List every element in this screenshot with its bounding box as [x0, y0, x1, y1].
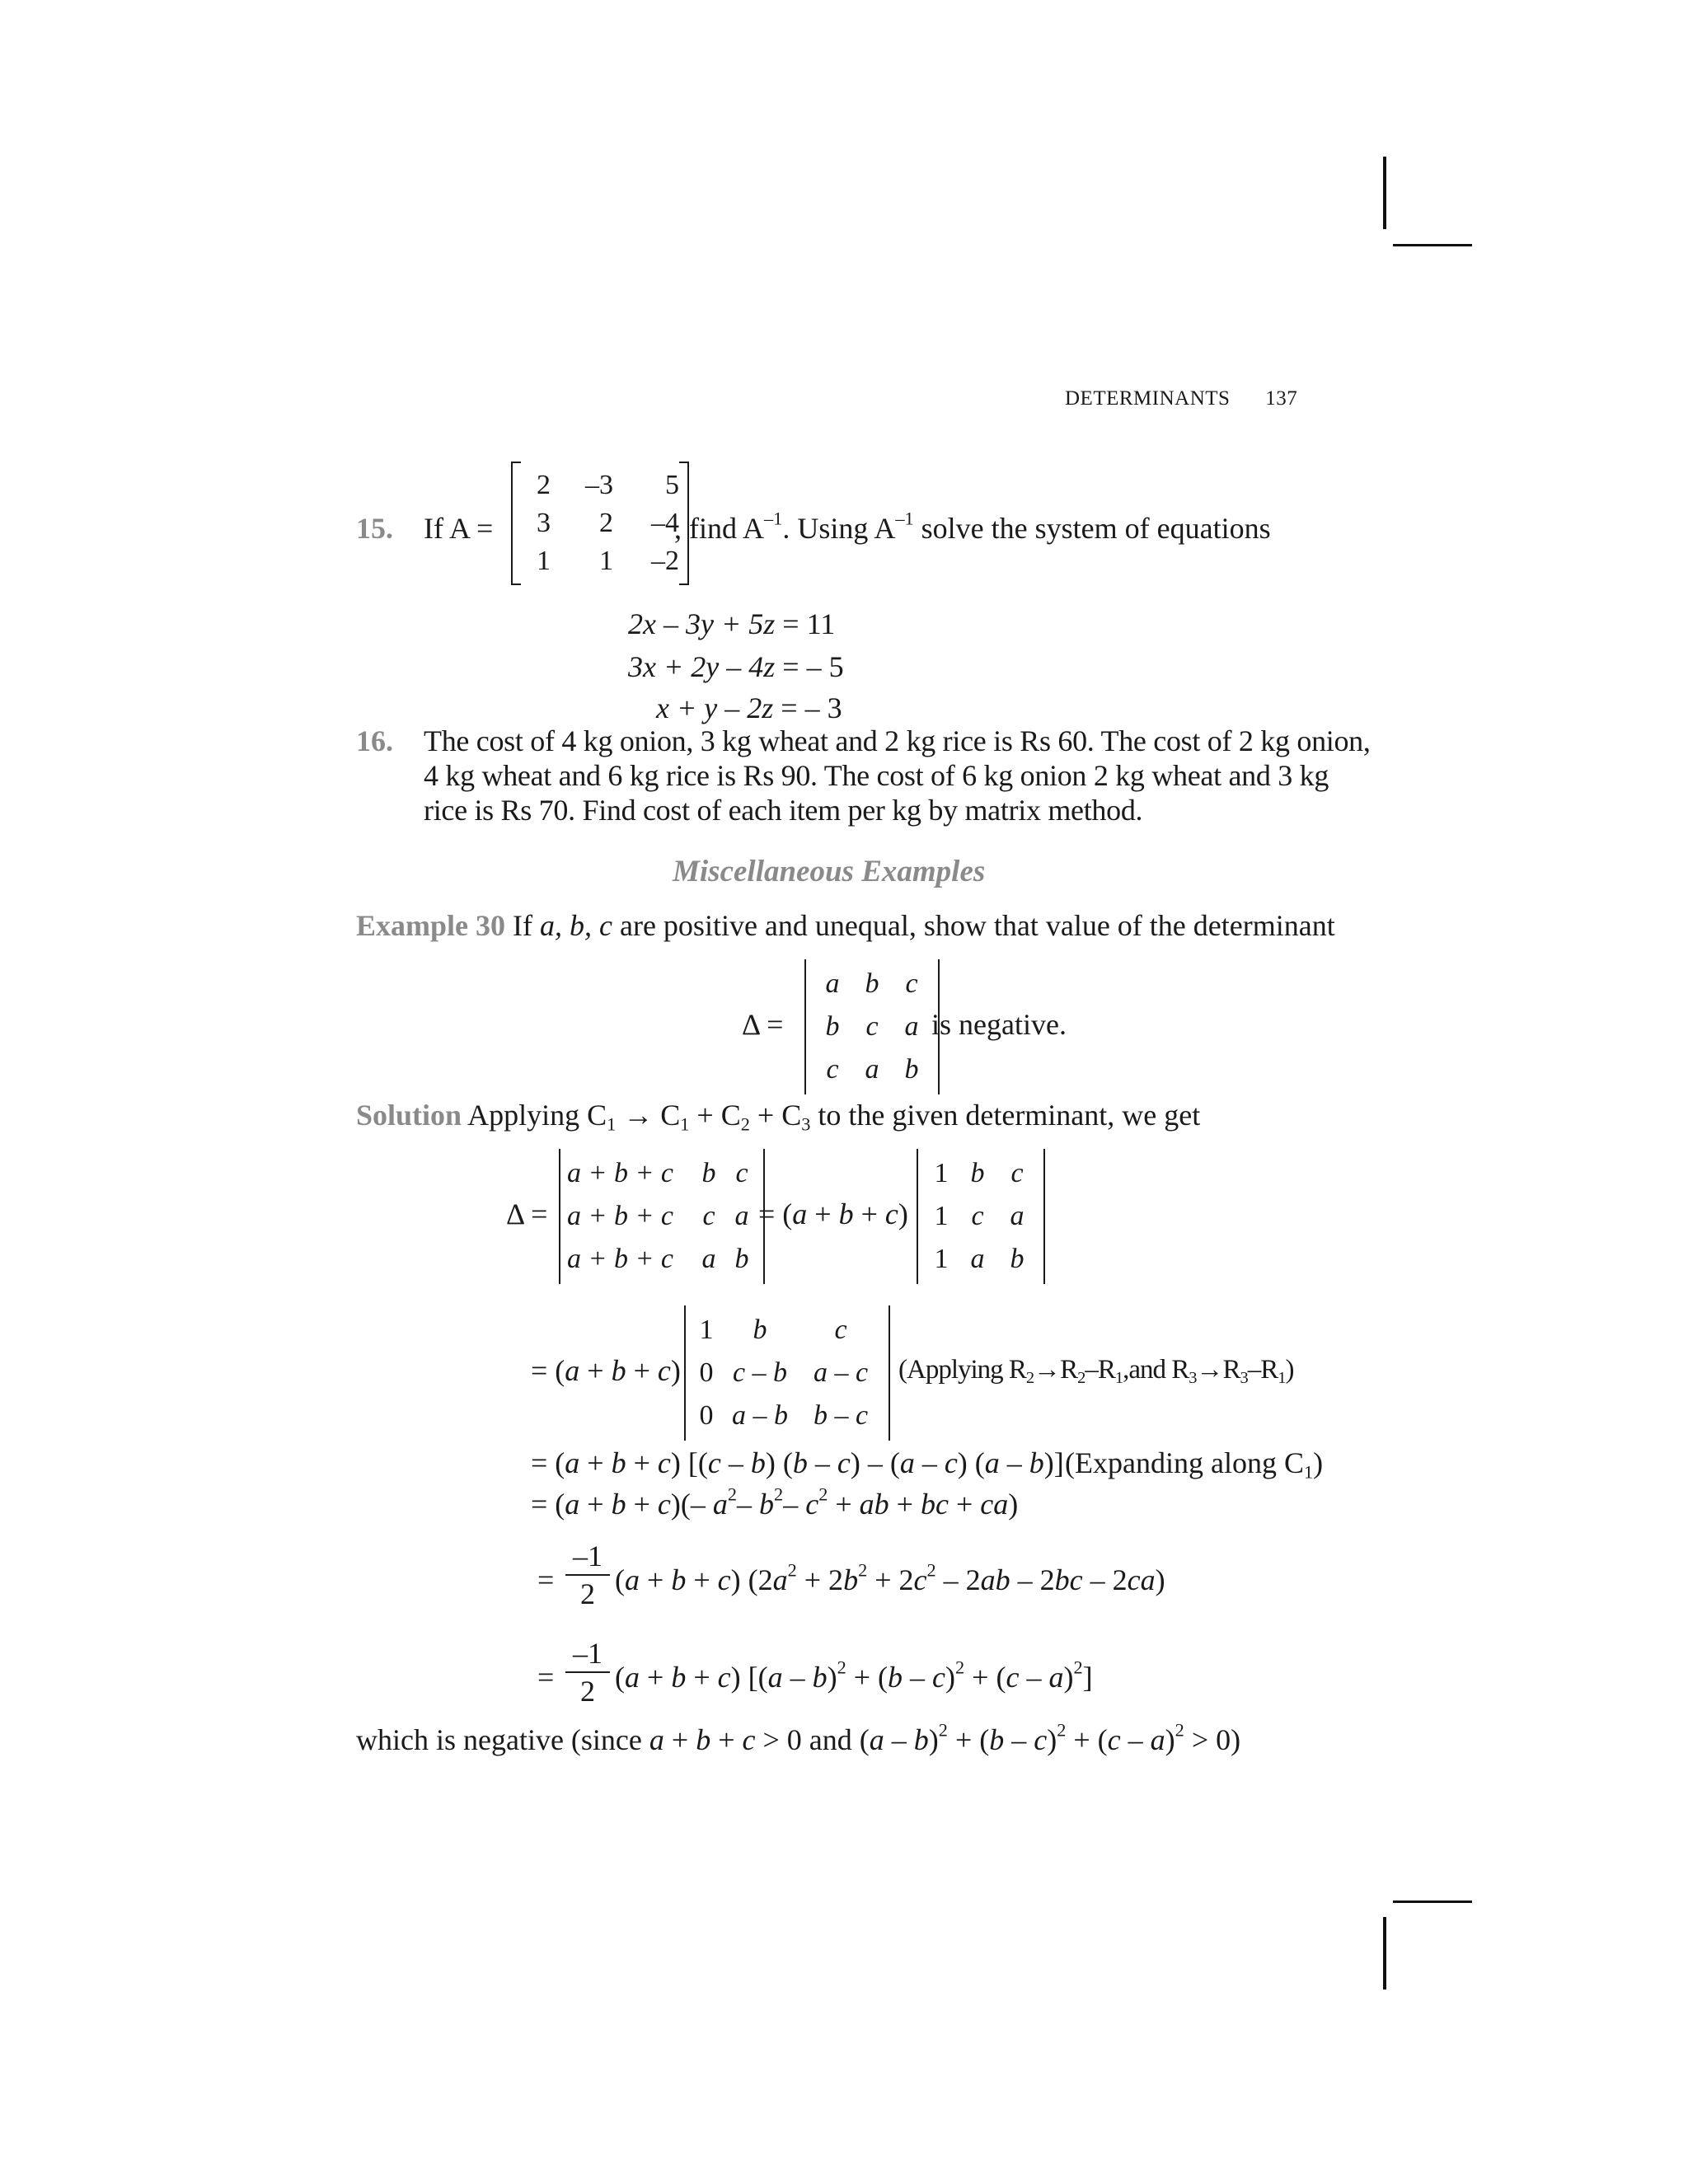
matrix-cell: 2 [599, 508, 613, 538]
matrix-cell: 3 [537, 508, 551, 538]
question-number-16: 16. [356, 724, 393, 757]
det-cell: a [734, 1201, 749, 1231]
det-cell: a + b + c [567, 1244, 673, 1274]
equation-1: 2x – 3y + 5z = 11 [628, 607, 836, 640]
step4-expression: = (a + b + c)(– $a^2-$ $b^2-$ $c^2$ + ab + bc + ca) [531, 1483, 1019, 1521]
det-cell: c [971, 1201, 984, 1231]
equation-3: x + y – 2z = – 3 [656, 691, 842, 724]
det-cell: a – c [813, 1357, 869, 1388]
det-cell: b [970, 1158, 985, 1188]
det-cell: a + b + c [567, 1201, 673, 1231]
det-cell: b [701, 1158, 716, 1188]
step3-expansion: = (a + b + c) [(c – b) (b – c) – (a – c) (a – b)] [531, 1446, 1064, 1479]
det-cell: b [865, 968, 879, 999]
matrix-cell: 5 [665, 470, 679, 500]
det-cell: c [826, 1054, 839, 1085]
det-cell: b [1010, 1244, 1025, 1274]
delta-label: Δ = [742, 1008, 784, 1041]
crop-mark-top-vertical [1383, 157, 1386, 229]
det-cell: a [1010, 1201, 1025, 1231]
matrix-cell: 1 [537, 546, 551, 576]
determinant-step2 [684, 1305, 890, 1441]
det-cell: 0 [699, 1400, 714, 1431]
step6-expression: (a + b + c) [(a – b)$^2$ + (b – c)$^2$ + (c – a)$^2$] [615, 1657, 1093, 1694]
det-cell: c [702, 1201, 715, 1231]
crop-mark-bottom-vertical [1383, 1917, 1386, 1990]
det-cell: 0 [699, 1357, 714, 1388]
det-cell: a – b [732, 1400, 788, 1431]
fraction-minus-half: $\frac{-1}{2}$ [565, 1538, 610, 1612]
det-cell: b [734, 1244, 749, 1274]
solution-label: Solution [356, 1099, 462, 1132]
crop-mark-bottom-horizontal [1393, 1900, 1472, 1903]
question-number-15: 15. [356, 512, 393, 545]
question-16-line-1: The cost of 4 kg onion, 3 kg wheat and 2 kg rice is Rs 60. The cost of 2 kg onion, [424, 724, 1371, 757]
question-15-lead: If A = [424, 512, 494, 545]
matrix-cell: –4 [651, 508, 679, 538]
question-16-line-2: 4 kg wheat and 6 kg rice is Rs 90. The cost of 6 kg onion 2 kg wheat and 3 kg [424, 759, 1329, 792]
determinant-step1-left [559, 1149, 765, 1284]
matrix-cell: –2 [651, 546, 679, 576]
fraction-minus-half-2: $\frac{-1}{2}$ [565, 1635, 610, 1709]
det-cell: b [904, 1054, 919, 1085]
step2-factor: = (a + b + c) [531, 1354, 681, 1387]
det-cell: a [970, 1244, 985, 1274]
matrix-a [511, 463, 689, 583]
equation-2: 3x + 2y – 4z = – 5 [628, 650, 844, 683]
det-cell: c [865, 1011, 879, 1042]
conclusion: which is negative (since a + b + c > 0 and (a – b)$^2$ + (b – c)$^2$ + (c – a)$^2$ > 0) [356, 1719, 1241, 1756]
page-number: 137 [1265, 387, 1298, 410]
det-cell: b [825, 1011, 840, 1042]
chapter-title: DETERMINANTS [1065, 387, 1231, 410]
step1-delta: Δ = [506, 1197, 548, 1230]
determinant-delta [804, 959, 940, 1094]
is-negative-text: is negative. [931, 1008, 1067, 1041]
running-header [1065, 387, 1297, 410]
det-cell: a + b + c [567, 1158, 673, 1188]
step2-note: (Applying $R_2\to R_2-R_1,and$ $R_3\to R_3-R_1$) [898, 1355, 1294, 1388]
solution-intro: Solution Applying $C_1 \to C_1 + C_2 + C_3$ to the given determinant, we get [356, 1099, 1201, 1135]
step3-note: (Expanding along $C_1$) [1065, 1446, 1324, 1483]
det-cell: c [1010, 1158, 1024, 1188]
question-15-text: , find $A^{-1}$. Using $A^{-1}$ solve the system of equations [674, 508, 1271, 545]
det-cell: b [753, 1315, 767, 1345]
det-cell: c [834, 1315, 847, 1345]
step1-factor: = (a + b + c) [758, 1197, 908, 1230]
crop-mark-top-horizontal [1393, 244, 1472, 246]
determinant-step1-right [917, 1149, 1045, 1284]
matrix-cell: 1 [599, 546, 613, 576]
det-cell: 1 [699, 1315, 714, 1345]
det-cell: a [701, 1244, 716, 1274]
step5-expression: (a + b + c) $(2a^2 + 2b^2 + 2c^2 - 2ab - 2bc - 2ca)$ [615, 1559, 1165, 1596]
det-cell: 1 [934, 1158, 949, 1188]
step6-equals: = [537, 1661, 555, 1694]
det-cell: c [905, 968, 918, 999]
det-cell: a [825, 968, 840, 999]
example-30-statement: Example 30 If a, b, c are positive and unequal, show that value of the determinant [356, 909, 1335, 942]
matrix-cell: –3 [585, 470, 613, 500]
section-heading: Miscellaneous Examples [673, 855, 986, 888]
question-16-line-3: rice is Rs 70. Find cost of each item per kg by matrix method. [424, 794, 1143, 827]
det-cell: 1 [934, 1201, 949, 1231]
matrix-cell: 2 [537, 470, 551, 500]
example-label: Example 30 [356, 909, 506, 942]
step5-equals: = [537, 1563, 555, 1596]
det-cell: a [904, 1011, 919, 1042]
det-cell: b – c [813, 1400, 869, 1431]
det-cell: c [735, 1158, 748, 1188]
det-cell: a [865, 1054, 879, 1085]
det-cell: c – b [732, 1357, 788, 1388]
det-cell: 1 [934, 1244, 949, 1274]
